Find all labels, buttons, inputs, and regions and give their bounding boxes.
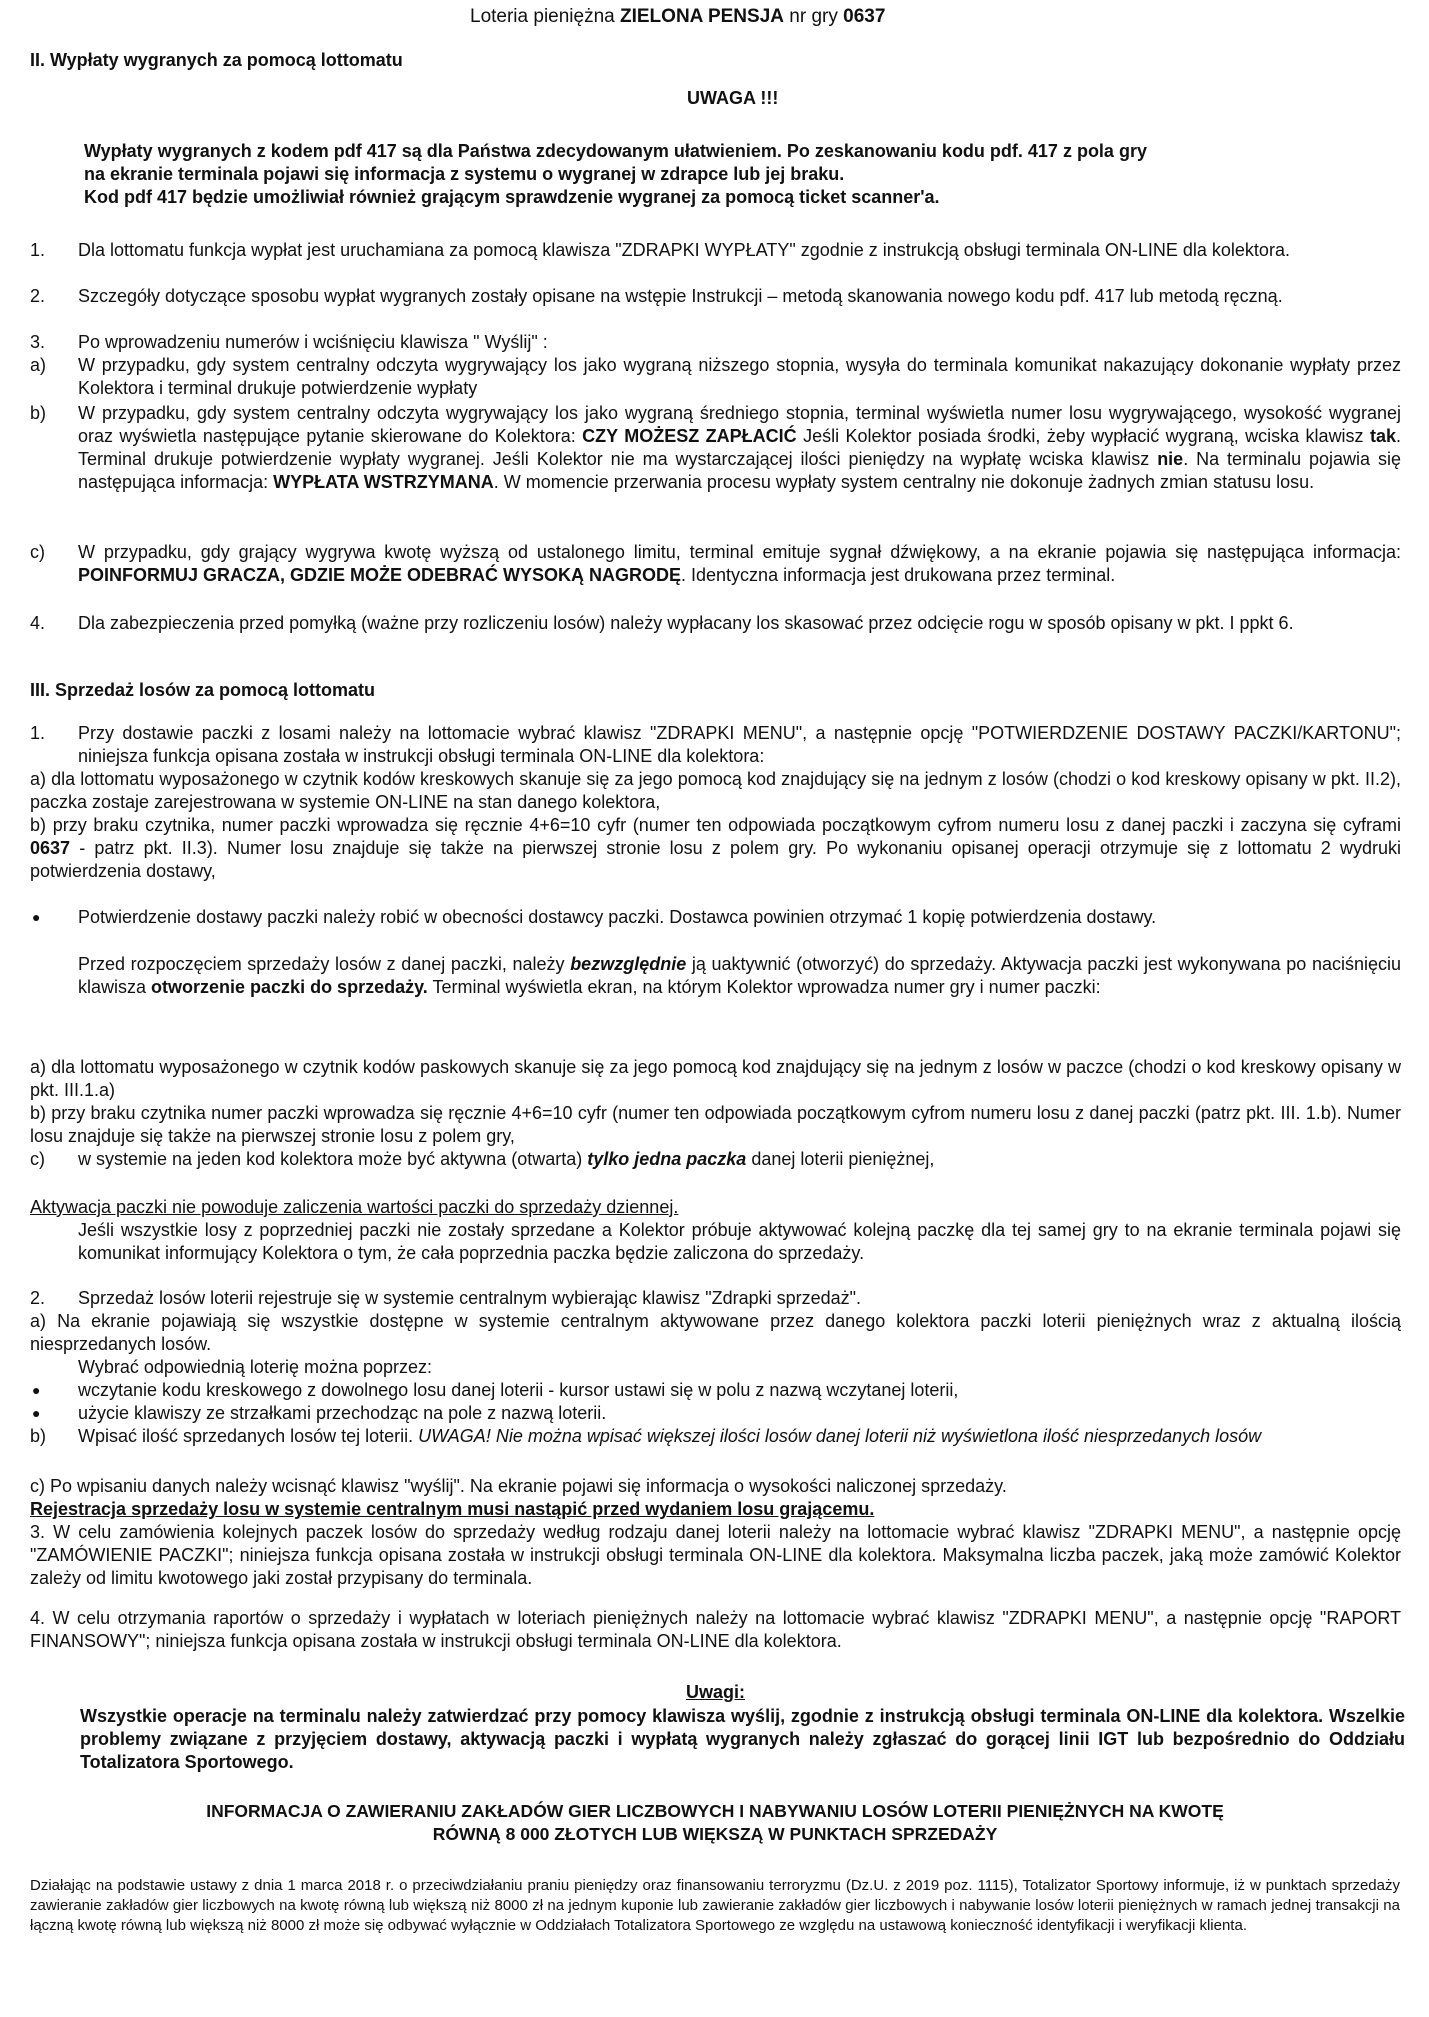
sales-item-1c: c) w systemie na jeden kod kolektora może być aktywna (otwarta) tylko jedna paczka danej loterii pieniężnej,: [30, 1149, 935, 1169]
choose-bullet-1: ● wczytanie kodu kreskowego z dowolnego losu danej loterii - kursor ustawi się w polu z nazwą wczytanej loterii,: [32, 1380, 959, 1400]
sales-item-2c: c) Po wpisaniu danych należy wcisnąć klawisz "wyślij". Na ekranie pojawi się informacja o wysokości naliczonej sprzedaży.: [30, 1476, 1007, 1496]
payout-item-3: 3. Po wprowadzeniu numerów i wciśnięciu klawisza " Wyślij" :: [30, 332, 548, 352]
activation-paragraph: Przed rozpoczęciem sprzedaży losów z danej paczki, należy bezwzględnie ją uaktywnić (otworzyć) do sprzedaży. Aktywacja paczki jest wykonywana po naciśnięciu klawisza otworzenie paczki do sprzedaży. Terminal wyświetla ekran, na którym Kolektor wprowadza numer gry i numer paczki:: [78, 954, 1401, 997]
sales-item-1b: b) przy braku czytnika, numer paczki wprowadza się ręcznie 4+6=10 cyfr (numer ten odpowiada początkowym cyfrom numeru losu z danej paczki i zaczyna się cyframi 0637 - patrz pkt. II.3). Numer losu znajduje się także na pierwszej stronie losu z polem gry. Po wykonaniu opisanej operacji otrzymuje się z lottomatu 2 wydruki potwierdzenia dostawy,: [30, 815, 1401, 881]
sales-item-4: 4. W celu otrzymania raportów o sprzedaży i wypłatach w loteriach pieniężnych należy na lottomacie wybrać klawisz "ZDRAPKI MENU", a następnie opcję "RAPORT FINANSOWY"; niniejsza funkcja opisana została w instrukcji obsługi terminala ON-LINE dla kolektora.: [30, 1608, 1401, 1651]
lottery-name: ZIELONA PENSJA: [620, 6, 784, 27]
registration-note: Rejestracja sprzedaży losu w systemie centralnym musi nastąpić przed wydaniem losu grającemu.: [30, 1499, 875, 1519]
lottery-header: Loteria pieniężna ZIELONA PENSJA nr gry 0637: [470, 6, 886, 27]
sales-item-1b-second: b) przy braku czytnika numer paczki wprowadza się ręcznie 4+6=10 cyfr (numer ten odpowiada początkowym cyfrom numeru losu z danej paczki (patrz pkt. III. 1.b). Numer losu znajduje się także na pierwszej stronie losu z polem gry,: [30, 1103, 1401, 1146]
game-number: 0637: [843, 6, 886, 27]
payout-item-c: c) W przypadku, gdy grający wygrywa kwotę wyższą od ustalonego limitu, terminal emituje sygnał dźwiękowy, a na ekranie pojawia się następująca informacja: POINFORMUJ GRACZA, GDZIE MOŻE ODEBRAĆ WYSOKĄ NAGRODĘ. Identyczna informacja jest drukowana przez terminal.: [30, 542, 1401, 585]
warning-label: UWAGA !!!: [687, 88, 779, 108]
activation-note: Aktywacja paczki nie powoduje zaliczenia wartości paczki do sprzedaży dziennej.: [30, 1197, 679, 1217]
delivery-bullet: ● Potwierdzenie dostawy paczki należy robić w obecności dostawcy paczki. Dostawca powinien otrzymać 1 kopię potwierdzenia dostawy.: [32, 907, 1157, 927]
notes-text: Wszystkie operacje na terminalu należy zatwierdzać przy pomocy klawisza wyślij, zgodnie z instrukcją obsługi terminala ON-LINE dla kolektora. Wszelkie problemy związane z przyjęciem dostawy, aktywacją paczki i wypłatą wygranych należy zgłaszać do gorącej linii IGT lub bezpośrednio do Oddziału Totalizatora Sportowego.: [80, 1706, 1405, 1772]
sales-item-1a-second: a) dla lottomatu wyposażonego w czytnik kodów paskowych skanuje się za jego pomocą kod znajdujący się na jednym z losów w paczce (chodzi o kod kreskowy opisany w pkt. III.1.a): [30, 1057, 1401, 1100]
choose-lottery: Wybrać odpowiednią loterię można poprzez:: [78, 1357, 433, 1377]
sales-item-1: 1. Przy dostawie paczki z losami należy na lottomacie wybrać klawisz "ZDRAPKI MENU", a następnie opcję "POTWIERDZENIE DOSTAWY PACZKI/KARTONU"; niniejsza funkcja opisana została w instrukcji obsługi terminala ON-LINE dla kolektora:: [30, 723, 1401, 766]
sales-item-2a: a) Na ekranie pojawiają się wszystkie dostępne w systemie centralnym aktywowane przez danego kolektora paczki loterii pieniężnych wraz z aktualną ilością niesprzedanych losów.: [30, 1311, 1401, 1354]
intro-bold-text: Wypłaty wygranych z kodem pdf 417 są dla Państwa zdecydowanym ułatwieniem. Po zeskanowaniu kodu pdf. 417 z pola gry na ekranie terminala pojawi się informacja z systemu o wygranej w zdrapce lub jej braku. Kod pdf 417 będzie umożliwiał również grającym sprawdzenie wygranej za pomocą ticket scanner'a.: [84, 141, 1147, 207]
payout-item-a: a) W przypadku, gdy system centralny odczyta wygrywający los jako wygraną niższego stopnia, wysyła do terminala komunikat nakazujący dokonanie wypłaty przez Kolektora i terminal drukuje potwierdzenie wypłaty: [30, 355, 1401, 398]
payout-item-2: 2. Szczegóły dotyczące sposobu wypłat wygranych zostały opisane na wstępie Instrukcji – metodą skanowania nowego kodu pdf. 417 lub metodą ręczną.: [30, 286, 1283, 306]
payout-item-1: 1. Dla lottomatu funkcja wypłat jest uruchamiana za pomocą klawisza "ZDRAPKI WYPŁATY" zgodnie z instrukcją obsługi terminala ON-LINE dla kolektora.: [30, 240, 1290, 260]
sales-item-1a: a) dla lottomatu wyposażonego w czytnik kodów kreskowych skanuje się za jego pomocą kod znajdujący się na jednym z losów (chodzi o kod kreskowy opisany w pkt. II.2), paczka zostaje zarejestrowana w systemie ON-LINE na stan danego kolektora,: [30, 769, 1401, 812]
section-3-title: III. Sprzedaż losów za pomocą lottomatu: [30, 680, 376, 700]
notes-title: Uwagi:: [686, 1682, 746, 1702]
info-text: Działając na podstawie ustawy z dnia 1 marca 2018 r. o przeciwdziałaniu praniu pieniędzy oraz finansowaniu terroryzmu (Dz.U. z 2019 poz. 1115), Totalizator Sportowy informuje, iż w punktach sprzedaży zawieranie zakładów gier liczbowych na kwotę równą lub większą niż 8000 zł na jednym kuponie lub zawieranie zakładów gier liczbowych i nabywanie losów loterii pieniężnych w ramach jednej transakcji na łączną kwotę równą lub większą niż 8000 zł może się odbywać wyłącznie w Oddziałach Totalizatora Sportowego ze względu na ustawową konieczność identyfikacji i weryfikacji klienta.: [30, 1877, 1400, 1934]
sales-item-3: 3. W celu zamówienia kolejnych paczek losów do sprzedaży według rodzaju danej loterii należy na lottomacie wybrać klawisz "ZDRAPKI MENU", a następnie opcję "ZAMÓWIENIE PACZKI"; niniejsza funkcja opisana została w instrukcji obsługi terminala ON-LINE dla kolektora. Maksymalna liczba paczek, jaką może zamówić Kolektor zależy od limitu kwotowego jaki został przypisany do terminala.: [30, 1522, 1401, 1588]
choose-bullet-2: ● użycie klawiszy ze strzałkami przechodząc na pole z nazwą loterii.: [32, 1403, 607, 1423]
info-heading: INFORMACJA O ZAWIERANIU ZAKŁADÓW GIER LICZBOWYCH I NABYWANIU LOSÓW LOTERII PIENIĘŻNYCH NA KWOTĘ RÓWNĄ 8 000 ZŁOTYCH LUB WIĘKSZĄ W PUNKTACH SPRZEDAŻY: [206, 1801, 1224, 1844]
payout-item-b: b) W przypadku, gdy system centralny odczyta wygrywający los jako wygraną średniego stopnia, terminal wyświetla numer losu wygrywającego, wysokość wygranej oraz wyświetla następujące pytanie skierowane do Kolektora: CZY MOŻESZ ZAPŁACIĆ Jeśli Kolektor posiada środki, żeby wypłacić wygraną, wciska klawisz tak. Terminal drukuje potwierdzenie wypłaty wygranej. Jeśli Kolektor nie ma wystarczającej ilości pieniędzy na wypłatę wciska klawisz nie. Na terminalu pojawia się następująca informacja: WYPŁATA WSTRZYMANA. W momencie przerwania procesu wypłaty system centralny nie dokonuje żadnych zmian statusu losu.: [30, 403, 1402, 492]
activation-text: Jeśli wszystkie losy z poprzedniej paczki nie zostały sprzedane a Kolektor próbuje aktywować kolejną paczkę dla tej samej gry to na ekranie terminala pojawi się komunikat informujący Kolektora o tym, że cała poprzednia paczka będzie zaliczona do sprzedaży.: [78, 1220, 1401, 1263]
payout-item-4: 4. Dla zabezpieczenia przed pomyłką (ważne przy rozliczeniu losów) należy wypłacany los skasować przez odcięcie rogu w sposób opisany w pkt. I ppkt 6.: [30, 613, 1294, 633]
sales-item-2b: b) Wpisać ilość sprzedanych losów tej loterii. UWAGA! Nie można wpisać większej ilości losów danej loterii niż wyświetlona ilość niesprzedanych losów: [30, 1426, 1262, 1446]
sales-item-2: 2. Sprzedaż losów loterii rejestruje się w systemie centralnym wybierając klawisz "Zdrapki sprzedaż".: [30, 1288, 862, 1308]
section-2-title: II. Wypłaty wygranych za pomocą lottomatu: [30, 50, 403, 70]
